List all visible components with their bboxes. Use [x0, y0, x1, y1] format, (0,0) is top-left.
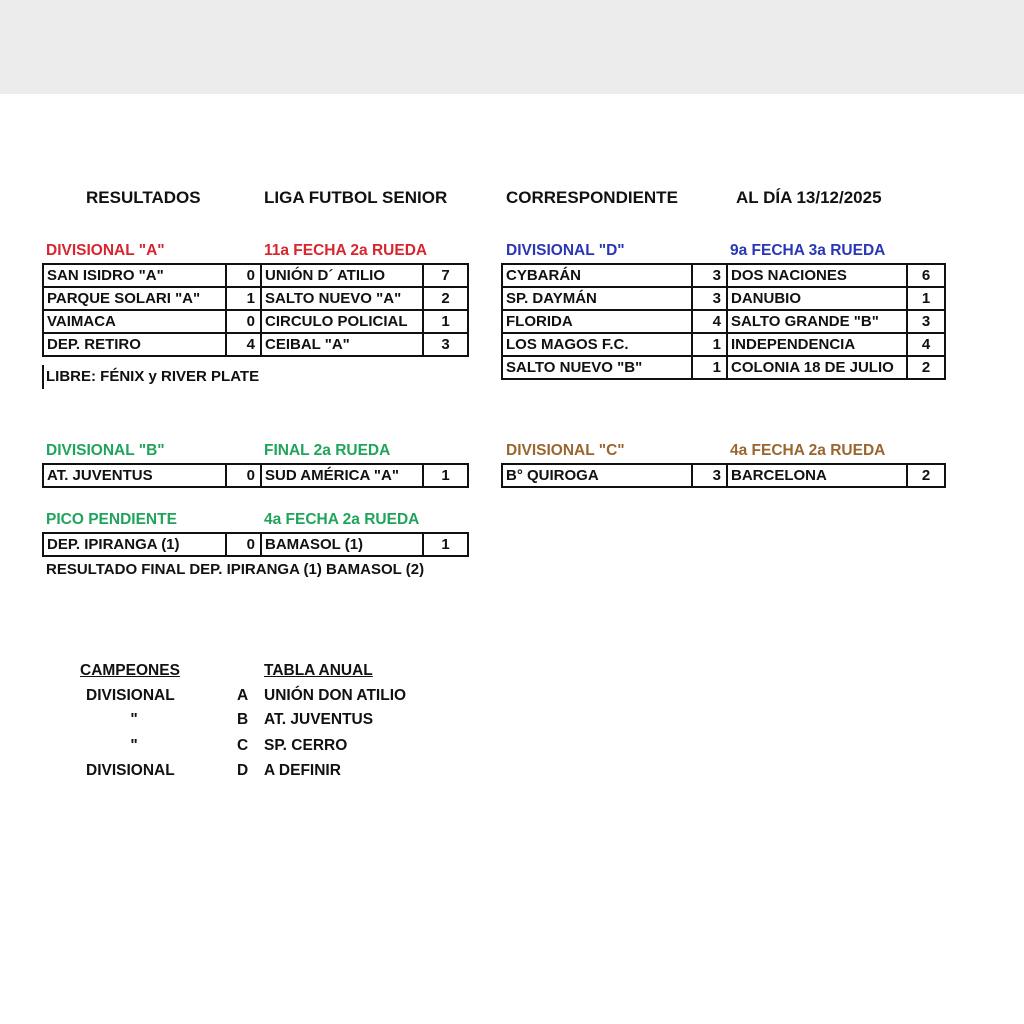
home-score: 0: [226, 533, 261, 556]
champ-team-a: UNIÓN DON ATILIO: [264, 687, 407, 704]
pico-round: 4a FECHA 2a RUEDA: [264, 511, 420, 528]
away-team: UNIÓN D´ ATILIO: [261, 264, 423, 287]
tabla-anual-title: TABLA ANUAL: [264, 662, 373, 679]
away-team: BARCELONA: [727, 464, 907, 487]
home-team: DEP. IPIRANGA (1): [43, 533, 226, 556]
away-team: INDEPENDENCIA: [727, 333, 907, 356]
champ-letter-b: B: [237, 711, 249, 728]
away-team: SALTO GRANDE "B": [727, 310, 907, 333]
champ-letter-d: D: [237, 762, 249, 779]
home-team: FLORIDA: [502, 310, 692, 333]
divD-title: DIVISIONAL "D": [506, 242, 625, 259]
home-score: 1: [692, 356, 727, 379]
away-team: SALTO NUEVO "A": [261, 287, 423, 310]
match-row: [502, 310, 945, 333]
match-row: [502, 287, 945, 310]
home-team: SALTO NUEVO "B": [502, 356, 692, 379]
champ-label-c: ": [130, 737, 138, 754]
pico-table: [42, 532, 469, 557]
home-team: LOS MAGOS F.C.: [502, 333, 692, 356]
header-resultados: RESULTADOS: [86, 188, 201, 207]
home-score: 1: [226, 287, 261, 310]
away-score: 1: [423, 310, 468, 333]
header-fecha: AL DÍA 13/12/2025: [736, 188, 882, 207]
divB-table: [42, 463, 469, 488]
home-score: 3: [692, 264, 727, 287]
divA-table: [42, 263, 469, 357]
home-team: DEP. RETIRO: [43, 333, 226, 356]
match-row: [502, 356, 945, 379]
home-score: 4: [226, 333, 261, 356]
divC-title: DIVISIONAL "C": [506, 442, 625, 459]
divD-round: 9a FECHA 3a RUEDA: [730, 242, 886, 259]
away-team: SUD AMÉRICA "A": [261, 464, 423, 487]
match-row: [43, 310, 468, 333]
home-team: PARQUE SOLARI "A": [43, 287, 226, 310]
away-team: CIRCULO POLICIAL: [261, 310, 423, 333]
home-team: CYBARÁN: [502, 264, 692, 287]
home-team: VAIMACA: [43, 310, 226, 333]
home-score: 0: [226, 264, 261, 287]
divA-round: 11a FECHA 2a RUEDA: [264, 242, 428, 259]
champ-label-b: ": [130, 711, 138, 728]
home-team: SAN ISIDRO "A": [43, 264, 226, 287]
match-row: [43, 287, 468, 310]
campeones-title: CAMPEONES: [80, 662, 180, 679]
libre-divider: [42, 365, 44, 389]
pico-title: PICO PENDIENTE: [46, 511, 177, 528]
pico-final: RESULTADO FINAL DEP. IPIRANGA (1) BAMASOL (2): [46, 561, 425, 578]
away-team: DANUBIO: [727, 287, 907, 310]
divC-table: [501, 463, 946, 488]
away-score: 2: [907, 356, 945, 379]
top-bar: [0, 0, 1024, 94]
champ-letter-a: A: [237, 687, 249, 704]
away-score: 2: [423, 287, 468, 310]
champ-label-a: DIVISIONAL: [86, 687, 175, 704]
match-row: [43, 464, 468, 487]
match-row: [43, 264, 468, 287]
away-team: BAMASOL (1): [261, 533, 423, 556]
header-liga: LIGA FUTBOL SENIOR: [264, 188, 448, 207]
away-score: 3: [423, 333, 468, 356]
home-team: SP. DAYMÁN: [502, 287, 692, 310]
champ-team-d: A DEFINIR: [264, 762, 341, 779]
home-team: B° QUIROGA: [502, 464, 692, 487]
away-score: 1: [907, 287, 945, 310]
away-team: COLONIA 18 DE JULIO: [727, 356, 907, 379]
home-score: 1: [692, 333, 727, 356]
divA-libre: LIBRE: FÉNIX y RIVER PLATE: [46, 368, 260, 385]
home-score: 0: [226, 310, 261, 333]
champ-label-d: DIVISIONAL: [86, 762, 175, 779]
away-score: 4: [907, 333, 945, 356]
home-score: 3: [692, 464, 727, 487]
away-score: 1: [423, 533, 468, 556]
champ-team-b: AT. JUVENTUS: [264, 711, 374, 728]
divB-title: DIVISIONAL "B": [46, 442, 165, 459]
match-row: [502, 464, 945, 487]
away-team: DOS NACIONES: [727, 264, 907, 287]
home-score: 0: [226, 464, 261, 487]
divA-title: DIVISIONAL "A": [46, 242, 165, 259]
divB-round: FINAL 2a RUEDA: [264, 442, 391, 459]
home-score: 4: [692, 310, 727, 333]
away-score: 2: [907, 464, 945, 487]
away-score: 6: [907, 264, 945, 287]
divC-round: 4a FECHA 2a RUEDA: [730, 442, 886, 459]
champ-letter-c: C: [237, 737, 249, 754]
away-score: 3: [907, 310, 945, 333]
away-score: 7: [423, 264, 468, 287]
away-team: CEIBAL "A": [261, 333, 423, 356]
header-correspondiente: CORRESPONDIENTE: [506, 188, 678, 207]
match-row: [502, 333, 945, 356]
divD-table: [501, 263, 946, 380]
home-score: 3: [692, 287, 727, 310]
match-row: [43, 333, 468, 356]
champ-team-c: SP. CERRO: [264, 737, 348, 754]
match-row: [502, 264, 945, 287]
away-score: 1: [423, 464, 468, 487]
home-team: AT. JUVENTUS: [43, 464, 226, 487]
match-row: [43, 533, 468, 556]
